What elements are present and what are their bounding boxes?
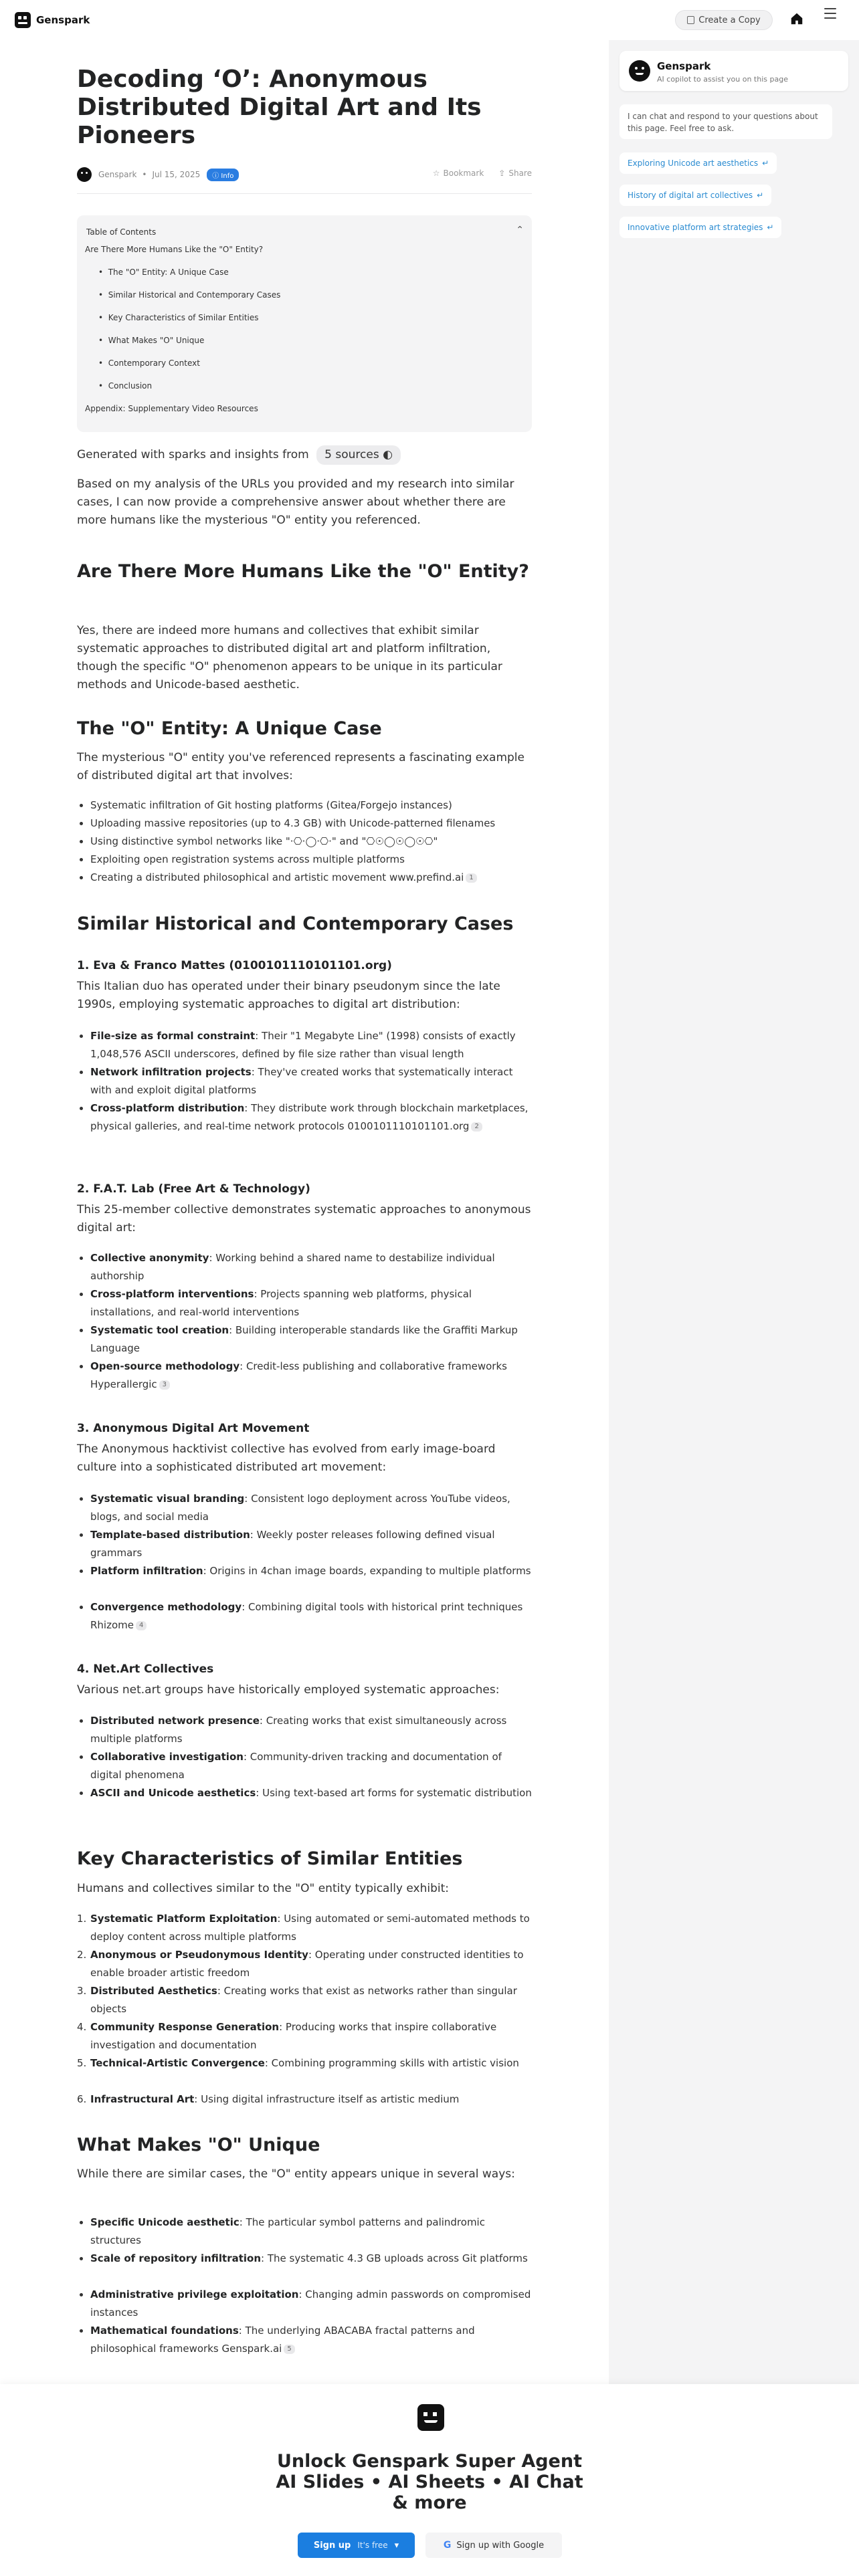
agent-name: Genspark bbox=[657, 60, 711, 72]
list-item: Collaborative investigation: Community-driven tracking and documentation of digital phenomena bbox=[90, 1748, 532, 1784]
return-arrow-icon: ↵ bbox=[767, 223, 774, 232]
suggestion-chip[interactable] bbox=[619, 217, 781, 238]
sources-button[interactable]: 5 sources ◐ bbox=[316, 445, 401, 465]
info-badge[interactable] bbox=[207, 169, 239, 181]
citation-badge[interactable]: 5 bbox=[284, 2345, 294, 2354]
agent-avatar-icon bbox=[629, 60, 650, 82]
genspark-logo-icon bbox=[417, 2404, 444, 2431]
list-item: Collective anonymity: Working behind a shared name to destabilize individual authorship bbox=[90, 1249, 532, 1285]
bookmark-button[interactable] bbox=[433, 169, 484, 178]
list-item: ASCII and Unicode aesthetics: Using text-based art forms for systematic distribution bbox=[90, 1784, 532, 1802]
subsection-heading: 3. Anonymous Digital Art Movement bbox=[77, 1422, 310, 1435]
ordered-list-item: 5. Technical-Artistic Convergence: Combining programming skills with artistic vision bbox=[77, 2057, 519, 2069]
ordered-list-item: 6. Infrastructural Art: Using digital infrastructure itself as artistic medium bbox=[77, 2093, 460, 2105]
list-item: Creating a distributed philosophical and artistic movement www.prefind.ai 1 bbox=[90, 869, 532, 887]
create-copy-label: Create a Copy bbox=[698, 15, 761, 25]
publish-date: Jul 15, 2025 bbox=[152, 170, 201, 179]
menu-icon[interactable] bbox=[824, 8, 836, 19]
brand-name: Genspark bbox=[36, 14, 90, 26]
section-heading: The "O" Entity: A Unique Case bbox=[77, 718, 382, 739]
list-item: Administrative privilege exploitation: Changing admin passwords on compromised instances bbox=[90, 2286, 532, 2322]
section-heading: Similar Historical and Contemporary Cases bbox=[77, 914, 514, 934]
info-badge-label: Info bbox=[221, 172, 234, 180]
meta-separator: • bbox=[142, 170, 147, 179]
divider bbox=[77, 193, 532, 194]
suggestion-label: Innovative platform art strategies bbox=[628, 223, 763, 232]
suggestion-chip[interactable] bbox=[619, 152, 777, 174]
google-icon: G bbox=[443, 2540, 452, 2551]
list-item: Systematic infiltration of Git hosting platforms (Gitea/Forgejo instances) bbox=[90, 796, 532, 815]
citation-badge[interactable]: 3 bbox=[159, 1380, 170, 1390]
toc-item[interactable]: Appendix: Supplementary Video Resources bbox=[85, 404, 258, 413]
google-signup-button[interactable] bbox=[425, 2533, 562, 2558]
intro-paragraph: Based on my analysis of the URLs you provided and my research into similar cases, I can now provide a comprehensive answer about whether there are more humans like the mysterious "O" entity you referenced. bbox=[77, 477, 514, 527]
generated-prefix: Generated with sparks and insights from bbox=[77, 448, 309, 461]
suggestion-label: Exploring Unicode art aesthetics bbox=[628, 158, 759, 168]
paragraph: This Italian duo has operated under their binary pseudonym since the late 1990s, employing systematic approaches to digital art distribution: bbox=[77, 980, 500, 1011]
signup-cta-panel bbox=[0, 2384, 859, 2576]
agent-description: AI copilot to assist you on this page bbox=[657, 75, 788, 84]
list-item: Template-based distribution: Weekly poster releases following defined visual grammars bbox=[90, 1526, 532, 1562]
return-arrow-icon: ↵ bbox=[757, 191, 764, 200]
list-item: Systematic tool creation: Building interoperable standards like the Graffiti Markup Language bbox=[90, 1321, 532, 1358]
toc-heading: Table of Contents bbox=[86, 227, 157, 237]
list-item: Systematic visual branding: Consistent logo deployment across YouTube videos, blogs, and social media bbox=[90, 1490, 532, 1526]
list-item: File-size as formal constraint: Their "1 Megabyte Line" (1998) consists of exactly 1,048,576 ASCII underscores, defined by file size rather than visual length bbox=[90, 1027, 532, 1063]
info-icon: ⓘ bbox=[212, 172, 221, 180]
section-heading: What Makes "O" Unique bbox=[77, 2135, 320, 2155]
ordered-list-item: 3. Distributed Aesthetics: Creating works that exist as networks rather than singular objects bbox=[77, 1985, 517, 2015]
copilot-sidebar bbox=[609, 40, 859, 2384]
paragraph: Humans and collectives similar to the "O" entity typically exhibit: bbox=[77, 1882, 450, 1895]
share-label: Share bbox=[508, 169, 532, 178]
google-signup-label: Sign up with Google bbox=[456, 2540, 545, 2551]
subsection-heading: 1. Eva & Franco Mattes (0100101110101101.org) bbox=[77, 959, 392, 972]
assistant-intro-message: I can chat and respond to your questions about this page. Feel free to ask. bbox=[619, 104, 832, 139]
share-icon: ⇪ bbox=[498, 169, 506, 178]
section-heading: Are There More Humans Like the "O" Entity? bbox=[77, 561, 529, 582]
citation-badge[interactable]: 2 bbox=[471, 1122, 482, 1132]
copy-icon bbox=[687, 16, 694, 24]
paragraph: Various net.art groups have historically employed systematic approaches: bbox=[77, 1683, 500, 1697]
cta-title: Unlock Genspark Super Agent AI Slides • AI Sheets • AI Chat & more bbox=[276, 2451, 583, 2513]
list-item: Scale of repository infiltration: The systematic 4.3 GB uploads across Git platforms bbox=[90, 2250, 532, 2268]
create-copy-button[interactable] bbox=[675, 10, 773, 30]
list-item: Network infiltration projects: They've created works that systematically interact with and exploit digital platforms bbox=[90, 1063, 532, 1099]
author-name: Genspark bbox=[98, 170, 137, 179]
ordered-list-item: 1. Systematic Platform Exploitation: Using automated or semi-automated methods to deploy content across multiple platforms bbox=[77, 1913, 530, 1943]
free-label: It's free bbox=[357, 2541, 388, 2550]
toc-item[interactable]: • Contemporary Context bbox=[98, 358, 200, 368]
genspark-logo-icon bbox=[15, 12, 31, 28]
list-item: Distributed network presence: Creating works that exist simultaneously across multiple platforms bbox=[90, 1712, 532, 1748]
suggestion-chip[interactable] bbox=[619, 185, 771, 206]
chevron-down-icon: ▾ bbox=[394, 2540, 399, 2551]
list-item: Mathematical foundations: The underlying ABACABA fractal patterns and philosophical frameworks Genspark.ai 5 bbox=[90, 2322, 532, 2358]
share-button[interactable] bbox=[498, 169, 532, 178]
toc-item[interactable]: Are There More Humans Like the "O" Entity? bbox=[85, 245, 264, 254]
toc-item[interactable]: • Conclusion bbox=[98, 381, 153, 391]
top-header bbox=[0, 0, 859, 40]
paragraph: The Anonymous hacktivist collective has evolved from early image-board culture into a sophisticated distributed art movement: bbox=[77, 1442, 496, 1474]
bookmark-label: Bookmark bbox=[443, 169, 484, 178]
list-item: Uploading massive repositories (up to 4.3 GB) with Unicode-patterned filenames bbox=[90, 815, 532, 833]
list-item: Cross-platform interventions: Projects spanning web platforms, physical installations, and real-world interventions bbox=[90, 1285, 532, 1321]
return-arrow-icon: ↵ bbox=[762, 158, 769, 168]
subsection-heading: 4. Net.Art Collectives bbox=[77, 1662, 214, 1676]
sources-line bbox=[77, 445, 532, 465]
citation-badge[interactable]: 4 bbox=[136, 1621, 147, 1630]
author-avatar-icon bbox=[77, 167, 92, 182]
table-of-contents bbox=[77, 215, 532, 432]
list-item: Exploiting open registration systems across multiple platforms bbox=[90, 851, 532, 869]
brand-logo[interactable] bbox=[15, 12, 90, 28]
signup-button[interactable] bbox=[298, 2533, 415, 2558]
paragraph: The mysterious "O" entity you've referenced represents a fascinating example of distributed digital art that involves: bbox=[77, 751, 524, 782]
list-item: Cross-platform distribution: They distribute work through blockchain marketplaces, physical galleries, and real-time network protocols 0100101110101101.org 2 bbox=[90, 1099, 532, 1136]
paragraph: Yes, there are indeed more humans and collectives that exhibit similar systematic approaches to distributed digital art and platform infiltration, though the specific "O" phenomenon appears to be unique in its particular methods and Unicode-based aesthetic. bbox=[77, 624, 502, 691]
agent-card bbox=[619, 51, 848, 91]
citation-badge[interactable]: 1 bbox=[466, 873, 476, 883]
article-actions bbox=[433, 169, 532, 178]
home-icon[interactable] bbox=[789, 11, 804, 26]
page-title: Decoding ‘O’: Anonymous Distributed Digital Art and Its Pioneers bbox=[77, 66, 482, 149]
ordered-list-item: 2. Anonymous or Pseudonymous Identity: Operating under constructed identities to enable broader artistic freedom bbox=[77, 1949, 524, 1979]
paragraph: This 25-member collective demonstrates systematic approaches to anonymous digital art: bbox=[77, 1203, 531, 1235]
toc-item[interactable]: • What Makes "O" Unique bbox=[98, 336, 205, 345]
paragraph: While there are similar cases, the "O" entity appears unique in several ways: bbox=[77, 2167, 515, 2181]
list-item: Using distinctive symbol networks like "·⎔·◯·⎔·" and "⎔☉◯☉◯☉⎔" bbox=[90, 833, 532, 851]
list-item: Convergence methodology: Combining digital tools with historical print techniques Rhizome 4 bbox=[90, 1598, 532, 1634]
toc-item[interactable]: • The "O" Entity: A Unique Case bbox=[98, 267, 229, 277]
section-heading: Key Characteristics of Similar Entities bbox=[77, 1848, 463, 1869]
subsection-heading: 2. F.A.T. Lab (Free Art & Technology) bbox=[77, 1182, 310, 1196]
list-item: Open-source methodology: Credit-less publishing and collaborative frameworks Hyperallergic 3 bbox=[90, 1358, 532, 1394]
bookmark-icon: ☆ bbox=[432, 169, 440, 178]
list-item: Specific Unicode aesthetic: The particular symbol patterns and palindromic structures bbox=[90, 2214, 532, 2250]
toc-item[interactable]: • Similar Historical and Contemporary Cases bbox=[98, 290, 281, 300]
toc-item[interactable]: • Key Characteristics of Similar Entities bbox=[98, 313, 259, 322]
ordered-list-item: 4. Community Response Generation: Producing works that inspire collaborative investigation and documentation bbox=[77, 2021, 497, 2051]
article-meta bbox=[77, 165, 532, 185]
suggestion-label: History of digital art collectives bbox=[628, 191, 753, 200]
list-item: Platform infiltration: Origins in 4chan image boards, expanding to multiple platforms bbox=[90, 1562, 532, 1580]
chevron-up-icon[interactable]: ⌃ bbox=[516, 225, 524, 235]
signup-label: Sign up bbox=[313, 2540, 351, 2551]
